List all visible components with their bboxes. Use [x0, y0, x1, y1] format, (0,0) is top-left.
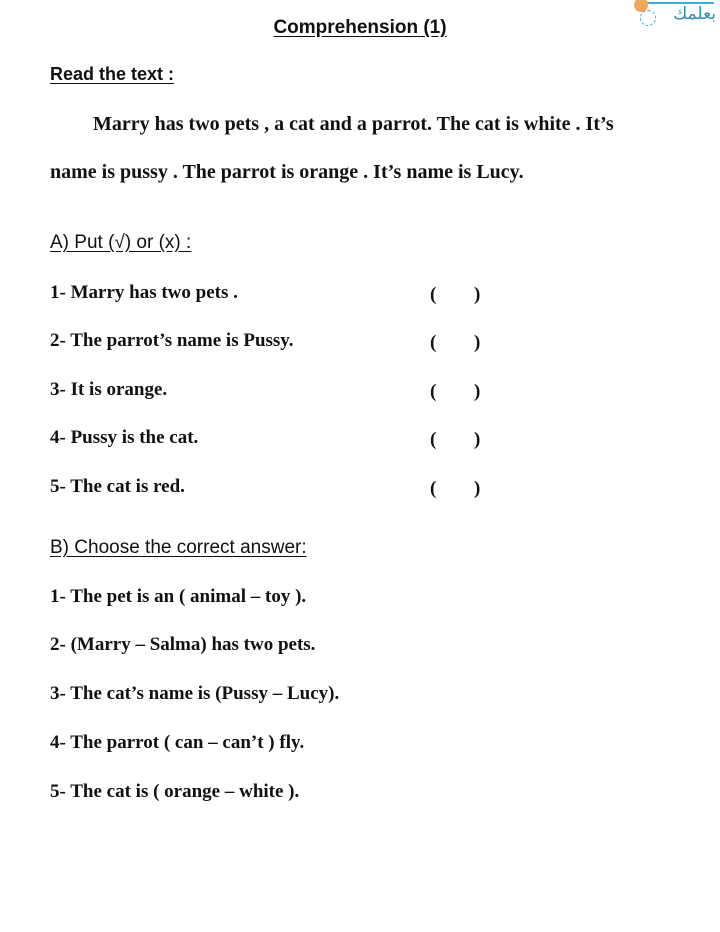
question-b-4: 4- The parrot ( can – can’t ) fly. — [50, 732, 305, 753]
passage-line: Marry has two pets , a cat and a parrot. The cat is white . It’s — [93, 113, 614, 135]
paren-open: ( — [430, 478, 437, 499]
read-heading: Read the text : — [50, 64, 175, 84]
paren-close: ) — [474, 332, 481, 353]
question-b-3: 3- The cat’s name is (Pussy – Lucy). — [50, 683, 340, 704]
question-a-5: 5- The cat is red. — [50, 476, 185, 497]
paren-open: ( — [430, 284, 437, 305]
page-title: Comprehension (1) — [273, 17, 447, 38]
question-a-4: 4- Pussy is the cat. — [50, 427, 199, 448]
paren-close: ) — [474, 429, 481, 450]
paren-close: ) — [474, 381, 481, 402]
passage-line: name is pussy . The parrot is orange . It’s name is Lucy. — [50, 161, 524, 183]
paren-open: ( — [430, 429, 437, 450]
paren-close: ) — [474, 284, 481, 305]
section-b-heading: B) Choose the correct answer: — [50, 537, 307, 558]
paren-open: ( — [430, 381, 437, 402]
question-b-5: 5- The cat is ( orange – white ). — [50, 781, 300, 802]
question-a-2: 2- The parrot’s name is Pussy. — [50, 330, 294, 351]
question-a-1: 1- Marry has two pets . — [50, 282, 238, 303]
logo-arc-icon — [640, 10, 656, 26]
question-b-1: 1- The pet is an ( animal – toy ). — [50, 586, 307, 607]
paren-close: ) — [474, 478, 481, 499]
logo-text: بعلمك — [673, 4, 716, 24]
site-logo — [620, 0, 720, 32]
paren-open: ( — [430, 332, 437, 353]
section-a-heading: A) Put (√) or (x) : — [50, 232, 192, 253]
question-b-2: 2- (Marry – Salma) has two pets. — [50, 634, 316, 655]
question-a-3: 3- It is orange. — [50, 379, 168, 400]
